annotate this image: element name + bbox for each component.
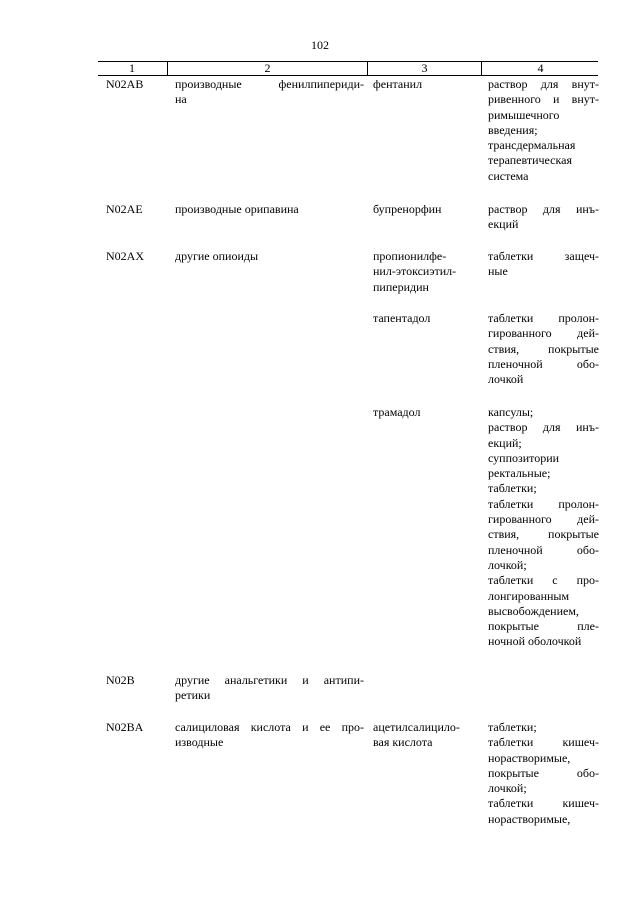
substance-name xyxy=(373,311,479,326)
group-name-line: производные фенилпипериди- xyxy=(175,77,364,91)
substance-name xyxy=(373,77,479,92)
dosage-forms xyxy=(488,77,599,184)
dosage-forms-line: капсулы; xyxy=(488,405,534,419)
dosage-forms-line: ствия, покрытые xyxy=(488,527,599,542)
group-name-line: другие анальгетики и антипи- xyxy=(175,673,364,687)
dosage-forms-line: таблетки кишеч- xyxy=(488,796,599,811)
column-header-1: 1 xyxy=(129,61,135,75)
dosage-forms-line: гированного дей- xyxy=(488,326,599,341)
dosage-forms-line: введения; xyxy=(488,122,538,137)
group-name xyxy=(175,249,364,264)
dosage-forms-line: ные xyxy=(488,264,508,279)
dosage-forms-line: таблетки; xyxy=(488,481,537,496)
substance-name-line: тапентадол xyxy=(373,311,431,325)
dosage-forms-line: лонгированным xyxy=(488,588,570,603)
dosage-forms-line: покрытые обо- xyxy=(488,765,599,780)
dosage-forms-line: гированного дей- xyxy=(488,512,599,527)
dosage-forms xyxy=(488,202,599,233)
dosage-forms-line: терапевтическая xyxy=(488,153,572,168)
group-name xyxy=(175,77,364,108)
group-name xyxy=(175,202,364,217)
atc-code: N02B xyxy=(106,673,135,687)
page-number: 102 xyxy=(311,38,329,52)
dosage-forms-line: таблетки кишеч- xyxy=(488,735,599,750)
dosage-forms-line: норастворимые, xyxy=(488,750,571,765)
substance-name-line: трамадол xyxy=(373,405,421,419)
dosage-forms-line: таблетки пролон- xyxy=(488,311,599,325)
dosage-forms-line: система xyxy=(488,168,529,183)
dosage-forms-line: таблетки пролон- xyxy=(488,496,599,511)
dosage-forms-line: раствор для внут- xyxy=(488,77,599,91)
group-name-line: ретики xyxy=(175,688,211,703)
substance-name-line: фентанил xyxy=(373,77,423,91)
substance-name-line: пиперидин xyxy=(373,279,429,294)
dosage-forms-line: екций; xyxy=(488,435,522,450)
atc-code: N02AX xyxy=(106,249,144,263)
dosage-forms xyxy=(488,720,599,827)
atc-code: N02AE xyxy=(106,202,143,216)
dosage-forms xyxy=(488,405,599,650)
dosage-forms-line: покрытые пле- xyxy=(488,619,599,634)
column-header-3: 3 xyxy=(367,62,481,75)
dosage-forms-line: пленочной обо- xyxy=(488,356,599,371)
substance-name xyxy=(373,720,479,751)
substance-name-line: нил-этоксиэтил- xyxy=(373,264,457,279)
dosage-forms-line: трансдермальная xyxy=(488,138,576,153)
group-name-line: салициловая кислота и ее про- xyxy=(175,720,364,734)
group-name-line: другие опиоиды xyxy=(175,249,259,263)
dosage-forms-line: ночной оболочкой xyxy=(488,634,582,649)
dosage-forms-line: норастворимые, xyxy=(488,811,571,826)
substance-name xyxy=(373,202,479,217)
atc-code: N02BA xyxy=(106,720,144,734)
dosage-forms-line: раствор для инъ- xyxy=(488,202,599,216)
dosage-forms-line: ректальные; xyxy=(488,466,551,481)
group-name xyxy=(175,673,364,704)
substance-name xyxy=(373,249,479,295)
dosage-forms-line: ривенного и внут- xyxy=(488,92,599,107)
table-header-row xyxy=(98,61,598,76)
dosage-forms-line: лочкой; xyxy=(488,781,527,796)
dosage-forms-line: екций xyxy=(488,217,519,232)
substance-name-line: вая кислота xyxy=(373,735,433,750)
dosage-forms-line: пленочной обо- xyxy=(488,542,599,557)
group-name-line: изводные xyxy=(175,735,224,750)
dosage-forms-line: ствия, покрытые xyxy=(488,341,599,356)
group-name-line: производные орипавина xyxy=(175,202,299,216)
dosage-forms-line: таблетки; xyxy=(488,720,537,734)
dosage-forms-line: лочкой; xyxy=(488,557,527,572)
group-name xyxy=(175,720,364,751)
dosage-forms-line: раствор для инъ- xyxy=(488,420,599,435)
dosage-forms xyxy=(488,249,599,280)
atc-code: N02AB xyxy=(106,77,144,91)
dosage-forms-line: высвобождением, xyxy=(488,603,579,618)
dosage-forms-line: римышечного xyxy=(488,107,560,122)
column-header-4: 4 xyxy=(481,62,599,75)
dosage-forms-line: таблетки защеч- xyxy=(488,249,599,263)
column-header-2: 2 xyxy=(167,62,367,75)
dosage-forms-line: лочкой xyxy=(488,372,524,387)
dosage-forms xyxy=(488,311,599,387)
dosage-forms-line: суппозитории xyxy=(488,450,560,465)
dosage-forms-line: таблетки с про- xyxy=(488,573,599,588)
substance-name-line: ацетилсалицило- xyxy=(373,720,460,734)
substance-name-line: бупренорфин xyxy=(373,202,442,216)
substance-name xyxy=(373,405,479,420)
group-name-line: на xyxy=(175,92,187,107)
substance-name-line: пропионилфе- xyxy=(373,249,447,263)
